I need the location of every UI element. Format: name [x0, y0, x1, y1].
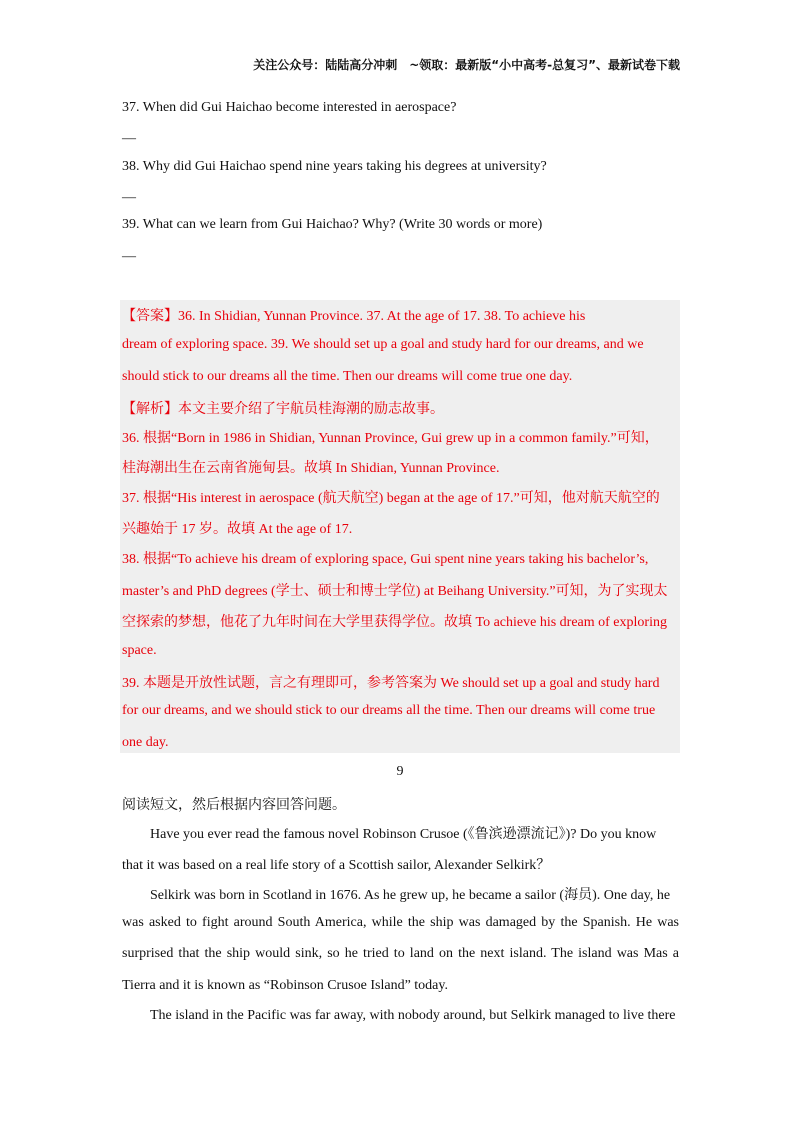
passage-line: Tierra and it is known as “Robinson Crusoe Island” today.	[122, 978, 448, 993]
analysis-line: for our dreams, and we should stick to our dreams all the time. Then our dreams will come true	[122, 703, 656, 718]
passage-line: The island in the Pacific was far away, with nobody around, but Selkirk managed to live there	[150, 1008, 676, 1023]
answer-line: 【答案】36. In Shidian, Yunnan Province. 37. At the age of 17. 38. To achieve his	[122, 309, 586, 324]
analysis-line: 桂海潮出生在云南省施甸县。故填 In Shidian, Yunnan Province.	[122, 461, 500, 476]
analysis-line: 36. 根据“Born in 1986 in Shidian, Yunnan Province, Gui grew up in a common family.”可知，	[122, 431, 659, 446]
question-39: 39. What can we learn from Gui Haichao? Why? (Write 30 words or more)	[122, 217, 543, 232]
passage-line: Selkirk was born in Scotland in 1676. As he grew up, he became a sailor (海员). One day, he	[150, 888, 671, 903]
passage-line: was asked to fight around South America, while the ship was damaged by the Spanish. He was	[122, 915, 679, 930]
question-38: 38. Why did Gui Haichao spend nine years taking his degrees at university?	[122, 159, 547, 174]
page-header: 关注公众号：陆陆高分冲刺 ~领取：最新版“小中高考-总复习”、最新试卷下载	[253, 58, 680, 72]
passage-line: Have you ever read the famous novel Robinson Crusoe (《鲁滨逊漂流记》)? Do you know	[150, 827, 657, 842]
question-37: 37. When did Gui Haichao become interested in aerospace?	[122, 100, 457, 115]
analysis-line: space.	[122, 643, 157, 658]
analysis-line: 兴趣始于 17 岁。故填 At the age of 17.	[122, 522, 353, 537]
analysis-line: one day.	[122, 735, 169, 750]
passage-instruction: 阅读短文，然后根据内容回答问题。	[122, 798, 346, 813]
answer-line: should stick to our dreams all the time. Then our dreams will come true one day.	[122, 369, 573, 384]
analysis-line: 38. 根据“To achieve his dream of exploring space, Gui spent nine years taking his bachelor’s,	[122, 552, 649, 567]
analysis-line: 【解析】本文主要介绍了宇航员桂海潮的励志故事。	[122, 402, 444, 417]
passage-line: that it was based on a real life story of a Scottish sailor, Alexander Selkirk？	[122, 858, 551, 873]
passage-line: surprised that the ship would sink, so he tried to land on the next island. The island was Mas a	[122, 946, 679, 961]
analysis-line: 39. 本题是开放性试题，言之有理即可，参考答案为 We should set up a goal and study hard	[122, 676, 660, 691]
answer-blank-37: —	[122, 131, 136, 146]
analysis-line: master’s and PhD degrees (学士、硕士和博士学位) at Beihang University.”可知，为了实现太	[122, 584, 668, 599]
analysis-line: 37. 根据“His interest in aerospace (航天航空) began at the age of 17.”可知，他对航天航空的	[122, 491, 660, 506]
answer-line: dream of exploring space. 39. We should set up a goal and study hard for our dreams, and we	[122, 337, 644, 352]
answer-blank-38: —	[122, 190, 136, 205]
answer-blank-39: —	[122, 249, 136, 264]
question-number: 9	[396, 764, 404, 779]
analysis-line: 空探索的梦想，他花了九年时间在大学里获得学位。故填 To achieve his dream of exploring	[122, 615, 667, 630]
